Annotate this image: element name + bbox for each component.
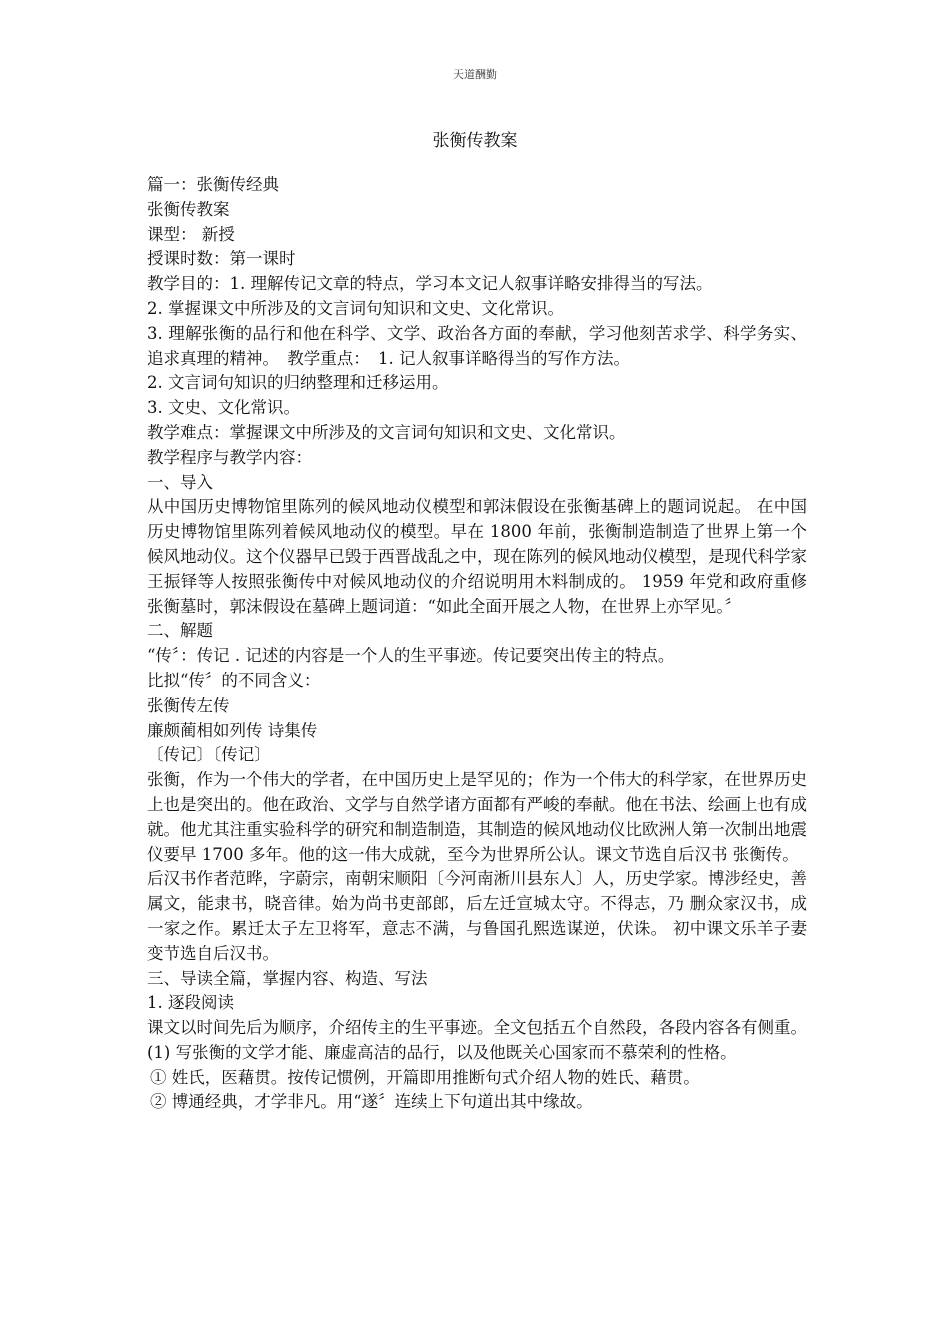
paragraph: 张衡，作为一个伟大的学者，在中国历史上是罕见的；作为一个伟大的科学家，在世界历史上也是突出的。他在政治、文学与自然学诸方面都有严峻的奉献。他在书法、绘画上也有成就。他尤其注重实验科学的研究和制造制造，其制造的候风地动仪比欧洲人第一次制出地震仪要早 1700 多年。他的这一伟大成就，至今为世界所公认。课文节选自后汉书 张衡传。 (147, 770, 807, 864)
paragraph: 3. 理解张衡的品行和他在科学、文学、政治各方面的奉献，学习他刻苦求学、科学务实、追求真理的精神。 教学重点： 1. 记人叙事详略得当的写作方法。 (147, 323, 807, 368)
paragraph: 从中国历史博物馆里陈列的候风地动仪模型和郭沫假设在张衡基碑上的题词说起。 在中国历史博物馆里陈列着候风地动仪的模型。早在 1800 年前，张衡制造制造了世界上第一个候风地动仪。这个仪器早已毁于西晋战乱之中，现在陈列的候风地动仪模型，是现代科学家王振铎等人按照张衡传中对候风地动仪的介绍说明用木料制成的。 1959 年党和政府重修张衡墓时，郭沫假设在墓碑上题词道：“如此全面开展之人物，在世界上亦罕见。〞 (147, 497, 807, 616)
paragraph: 廉颇蔺相如列传 诗集传 (147, 720, 318, 740)
paragraph: (1) 写张衡的文学才能、廉虚高洁的品行，以及他既关心国家而不慕荣利的性格。 (147, 1042, 737, 1062)
paragraph: 课文以时间先后为顺序，介绍传主的生平事迹。全文包括五个自然段，各段内容各有侧重。 (147, 1018, 807, 1038)
paragraph: “传〞：传记 . 记述的内容是一个人的生平事迹。传记要突出传主的特点。 (147, 646, 675, 666)
section-heading: 一、导入 (147, 472, 213, 492)
paragraph: 3. 文史、文化常识。 (147, 398, 300, 418)
paragraph: 2. 文言词句知识的归纳整理和迁移运用。 (147, 373, 449, 393)
paragraph: 张衡传左传 (147, 695, 230, 715)
page-header: 天道酬勤 (453, 68, 497, 81)
document-body (147, 173, 807, 1115)
paragraph: 2. 掌握课文中所涉及的文言词句知识和文史、文化常识。 (147, 298, 564, 318)
paragraph: 课型： 新授 (147, 224, 235, 244)
paragraph: 授课时数：第一课时 (147, 249, 296, 269)
paragraph: 比拟“传〞的不同含义： (147, 670, 321, 690)
list-item: ① 姓氏，医藉贯。按传记惯例，开篇即用推断句式介绍人物的姓氏、藉贯。 (150, 1067, 700, 1087)
section-heading: 三、导读全篇，掌握内容、构造、写法 (147, 968, 428, 988)
paragraph: 教学程序与教学内容： (147, 447, 312, 467)
list-item: ② 博通经典，才学非凡。用“遂〞连续上下句道出其中缘故。 (150, 1092, 593, 1112)
paragraph: 〔传记〕〔传记〕 (147, 745, 271, 765)
paragraph: 张衡传教案 (147, 199, 230, 219)
paragraph: 教学难点：掌握课文中所涉及的文言词句知识和文史、文化常识。 (147, 422, 626, 442)
subsection-heading: 1. 逐段阅读 (147, 993, 234, 1013)
document-title: 张衡传教案 (432, 131, 518, 151)
paragraph: 后汉书作者范晔，字蔚宗，南朝宋顺阳〔今河南淅川县东人〕人，历史学家。博涉经史，善属文，能隶书，晓音律。始为尚书吏部郎，后左迁宣城太守。不得志，乃 删众家汉书，成一家之作。累迁太子左卫将军，意志不满，与鲁国孔熙选谋逆，伏诛。 初中课文乐羊子妻变节选自后汉书。 (147, 869, 807, 963)
section-heading: 二、解题 (147, 621, 213, 641)
paragraph: 教学目的：1. 理解传记文章的特点，学习本文记人叙事详略安排得当的写法。 (147, 274, 713, 294)
paragraph: 篇一：张衡传经典 (147, 175, 279, 194)
